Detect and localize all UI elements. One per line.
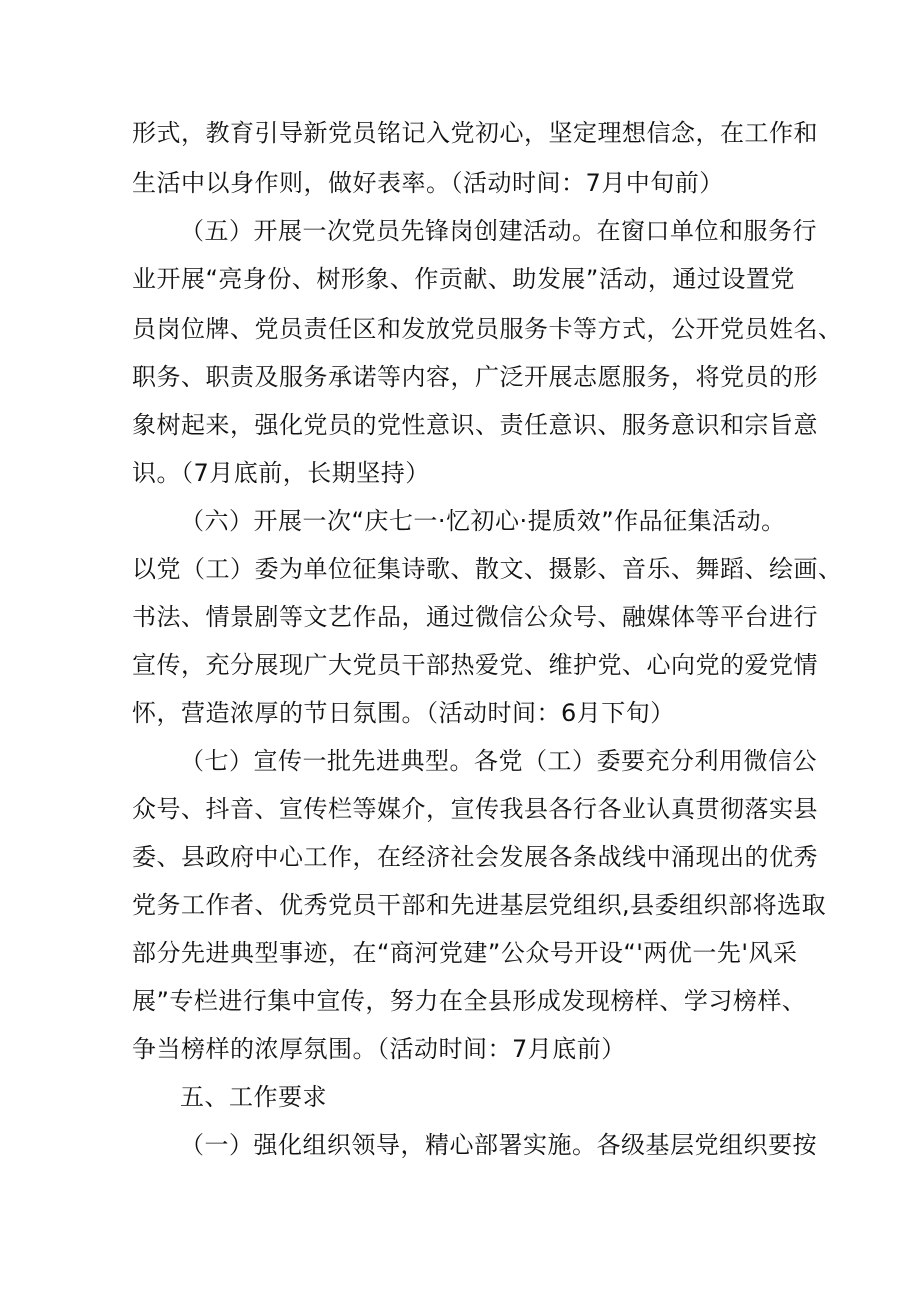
text-line: 展”专栏进行集中宣传，努力在全县形成发现榜样、学习榜样、 xyxy=(132,987,807,1015)
section-heading: 五、工作要求 xyxy=(180,1083,327,1111)
text-line: 职务、职责及服务承诺等内容，广泛开展志愿服务，将党员的形 xyxy=(132,363,818,391)
text-line: 怀，营造浓厚的节日氛围。（活动时间：6月下旬） xyxy=(132,699,675,727)
text-line: 象树起来，强化党员的党性意识、责任意识、服务意识和宗旨意 xyxy=(132,411,818,439)
text-line: 宣传，充分展现广大党员干部热爱党、维护党、心向党的爱党情 xyxy=(132,651,818,679)
text-line: 争当榜样的浓厚氛围。（活动时间：7月底前） xyxy=(132,1035,626,1063)
paragraph-start-line: （七）宣传一批先进典型。各党（工）委要充分利用微信公 xyxy=(180,747,817,775)
paragraph-start-line: （一）强化组织领导，精心部署实施。各级基层党组织要按 xyxy=(180,1131,817,1159)
text-line: 形式，教育引导新党员铭记入党初心，坚定理想信念，在工作和 xyxy=(132,119,818,147)
paragraph-start-line: （五）开展一次党员先锋岗创建活动。在窗口单位和服务行 xyxy=(180,217,817,245)
text-line: 识。（7月底前，长期坚持） xyxy=(132,459,430,487)
paragraph-start-line: （六）开展一次“庆七一·忆初心·提质效”作品征集活动。 xyxy=(180,507,786,535)
text-line: 党务工作者、优秀党员干部和先进基层党组织,县委组织部将选取 xyxy=(132,891,827,919)
text-line: 委、县政府中心工作，在经济社会发展各条战线中涌现出的优秀 xyxy=(132,843,818,871)
text-line: 众号、抖音、宣传栏等媒介，宣传我县各行各业认真贯彻落实县 xyxy=(132,795,818,823)
text-line: 员岗位牌、党员责任区和发放党员服务卡等方式，公开党员姓名、 xyxy=(132,315,843,343)
text-line: 部分先进典型事迹，在“商河党建”公众号开设“'两优一先'风采 xyxy=(132,939,798,967)
text-line: 生活中以身作则，做好表率。（活动时间：7月中旬前） xyxy=(132,169,724,197)
text-line: 书法、情景剧等文艺作品，通过微信公众号、融媒体等平台进行 xyxy=(132,603,818,631)
text-line: 以党（工）委为单位征集诗歌、散文、摄影、音乐、舞蹈、绘画、 xyxy=(132,555,843,583)
text-line: 业开展“亮身份、树形象、作贡献、助发展”活动，通过设置党 xyxy=(132,265,795,293)
